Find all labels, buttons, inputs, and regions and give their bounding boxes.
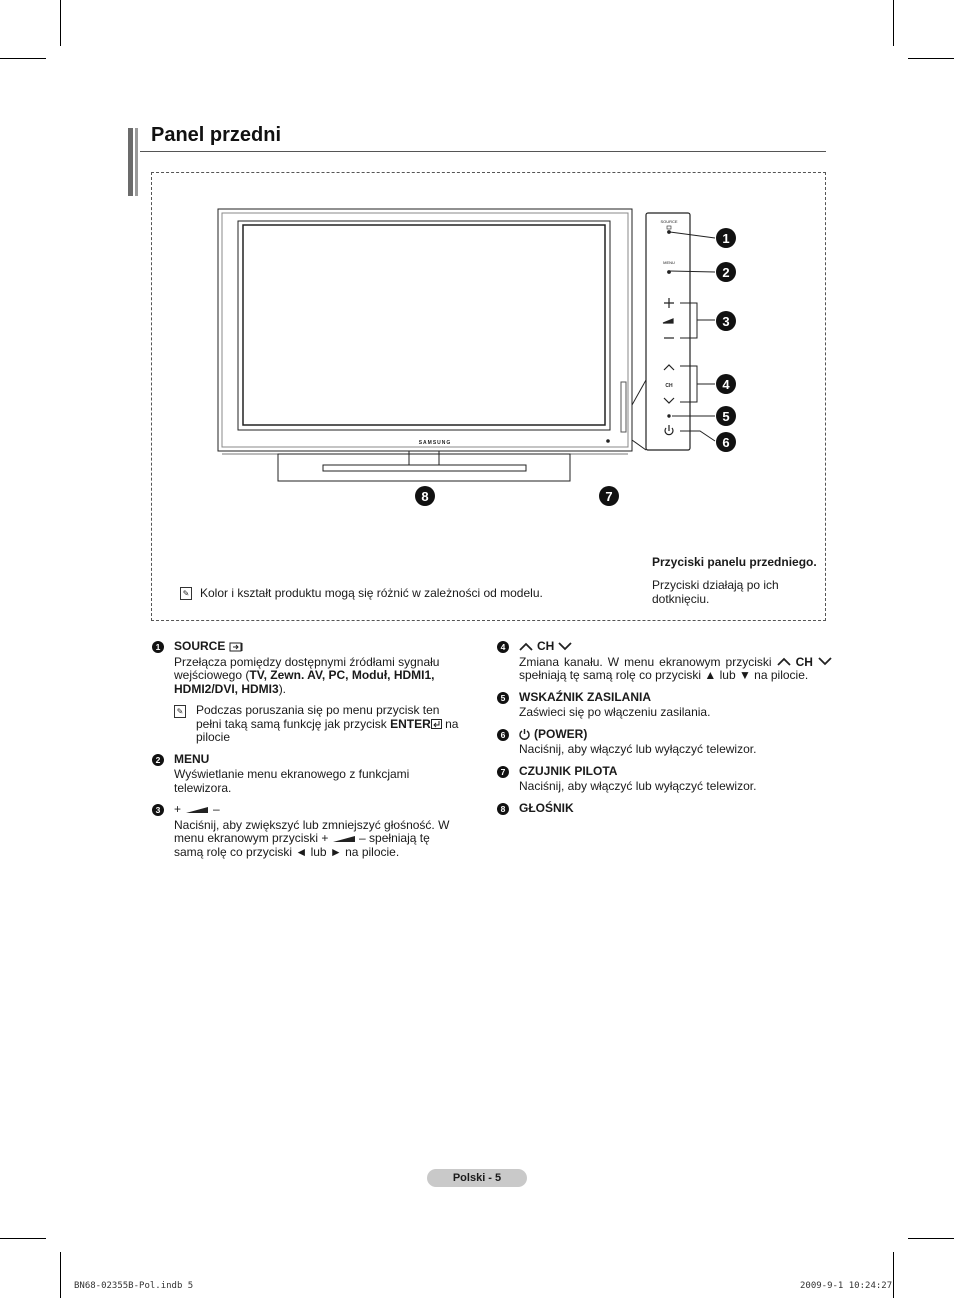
ch-up-icon (777, 657, 791, 666)
power-indicator (668, 415, 670, 417)
item-power (497, 728, 832, 757)
item-text: Przełącza pomiędzy dostępnymi źródłami sygnału wejściowego ( (174, 654, 440, 682)
tv-front-panel-illustration (0, 0, 954, 640)
svg-text:3: 3 (722, 314, 730, 329)
tv-screen (243, 225, 605, 425)
item-text: Zmiana kanału. W menu ekranowym przyciski (519, 654, 777, 669)
figure-note-text: Kolor i kształt produktu mogą się różnić w zależności od modelu. (200, 586, 543, 600)
item-title: SOURCE (174, 639, 226, 653)
item-number: 7 (497, 766, 509, 778)
side-panel-detail (646, 213, 690, 450)
tv-screen-outer (238, 221, 610, 430)
item-number: 4 (497, 641, 509, 653)
item-title: WSKAŹNIK ZASILANIA (519, 689, 651, 704)
power-icon (665, 425, 673, 435)
vol-icon (663, 319, 673, 323)
item-text: Naciśnij, aby zwiększyć lub zmniejszyć głośność. W menu ekranowym przyciski + (174, 817, 450, 845)
ch-label: CH (795, 654, 813, 669)
item-text: Wyświetlanie menu ekranowego z funkcjami telewizora. (174, 767, 410, 795)
page-title: Panel przedni (151, 124, 282, 146)
item-power-indicator (497, 691, 832, 720)
note-icon: ✎ (180, 587, 192, 600)
brand-logo: SAMSUNG (418, 440, 452, 446)
page-number: Polski - 5 (427, 1169, 527, 1187)
ch-down-icon (664, 398, 674, 403)
item-menu (152, 753, 462, 796)
speaker-grille (323, 465, 526, 471)
item-number: 2 (152, 754, 164, 766)
item-volume (152, 803, 462, 859)
svg-text:4: 4 (722, 377, 730, 392)
item-text: ). (278, 681, 287, 696)
vol-plus-icon (664, 298, 674, 308)
items-left-column (152, 640, 462, 867)
crop-mark (60, 1252, 61, 1298)
figure-note (180, 586, 543, 600)
item-text: Naciśnij, aby włączyć lub wyłączyć telewizor. (519, 779, 757, 793)
item-title: CZUJNIK PILOTA (519, 763, 618, 778)
volume-icon (332, 835, 356, 843)
item-number: 1 (152, 641, 164, 653)
side-button-strip (621, 382, 626, 432)
item-text: Zaświeci się po włączeniu zasilania. (519, 705, 711, 719)
item-text: spełniają tę samą rolę co przyciski ▲ lub ▼ na pilocie. (519, 668, 809, 682)
enter-icon (431, 719, 442, 729)
menu-button (668, 271, 671, 274)
items-right-column (497, 640, 832, 823)
item-source (152, 640, 462, 745)
item-title: GŁOŚNIK (519, 800, 574, 815)
print-file-info: BN68-02355B-Pol.indb 5 (74, 1281, 194, 1291)
item-title: MENU (174, 751, 210, 766)
power-icon (519, 728, 530, 740)
subnote-text: Podczas poruszania się po menu przycisk ten pełni taką samą funkcję jak przycisk (196, 703, 440, 731)
item-text: Naciśnij, aby włączyć lub wyłączyć telewizor. (519, 742, 757, 756)
item-text-bold: TV, Zewn. AV, PC, Moduł, HDMI1, HDMI2/DVI, HDMI3 (174, 668, 435, 696)
print-date-info: 2009-9-1 10:24:27 (800, 1281, 893, 1291)
item-number: 3 (152, 804, 164, 816)
ch-down-icon (558, 642, 572, 651)
source-icon (667, 226, 671, 229)
item-title: CH (537, 639, 555, 653)
panel-label-menu: MENU (663, 260, 675, 265)
subnote-text: na pilocie (196, 716, 459, 744)
crop-mark (908, 1238, 954, 1239)
item-speaker (497, 802, 832, 816)
caption-text: Przyciski działają po ich dotknięciu. (652, 578, 779, 606)
crop-mark (0, 1238, 46, 1239)
vol-plus-label: + (174, 802, 182, 816)
item-remote-sensor (497, 765, 832, 794)
item-channel (497, 640, 832, 683)
svg-text:6: 6 (722, 435, 730, 450)
tv-bezel-inner (222, 213, 628, 447)
item-number: 6 (497, 729, 509, 741)
ch-down-icon (818, 657, 832, 666)
svg-text:7: 7 (605, 489, 613, 504)
tv-neck (409, 451, 439, 465)
ch-up-icon (664, 365, 674, 370)
item-text: – spełniają tę samą rolę co przyciski ◄ lub ► na pilocie. (174, 831, 430, 859)
svg-text:2: 2 (722, 265, 730, 280)
item-subnote (174, 704, 462, 745)
source-icon (229, 642, 245, 652)
source-button (668, 231, 671, 234)
vol-minus-label: – (213, 802, 220, 816)
enter-label: ENTER (390, 716, 431, 731)
caption-title: Przyciski panelu przedniego. (652, 555, 817, 569)
panel-label-source: SOURCE (660, 219, 678, 224)
figure-caption (652, 555, 822, 606)
volume-icon (185, 806, 209, 814)
item-number: 8 (497, 803, 509, 815)
ch-up-icon (519, 642, 533, 651)
tv-bezel (218, 209, 632, 451)
item-title: (POWER) (534, 726, 588, 741)
svg-text:1: 1 (722, 231, 730, 246)
panel-label-ch: CH (665, 383, 673, 389)
remote-sensor-dot (607, 440, 610, 443)
item-number: 5 (497, 692, 509, 704)
svg-text:5: 5 (722, 409, 730, 424)
crop-mark (893, 1252, 894, 1298)
note-icon: ✎ (174, 705, 186, 718)
svg-text:8: 8 (421, 489, 429, 504)
